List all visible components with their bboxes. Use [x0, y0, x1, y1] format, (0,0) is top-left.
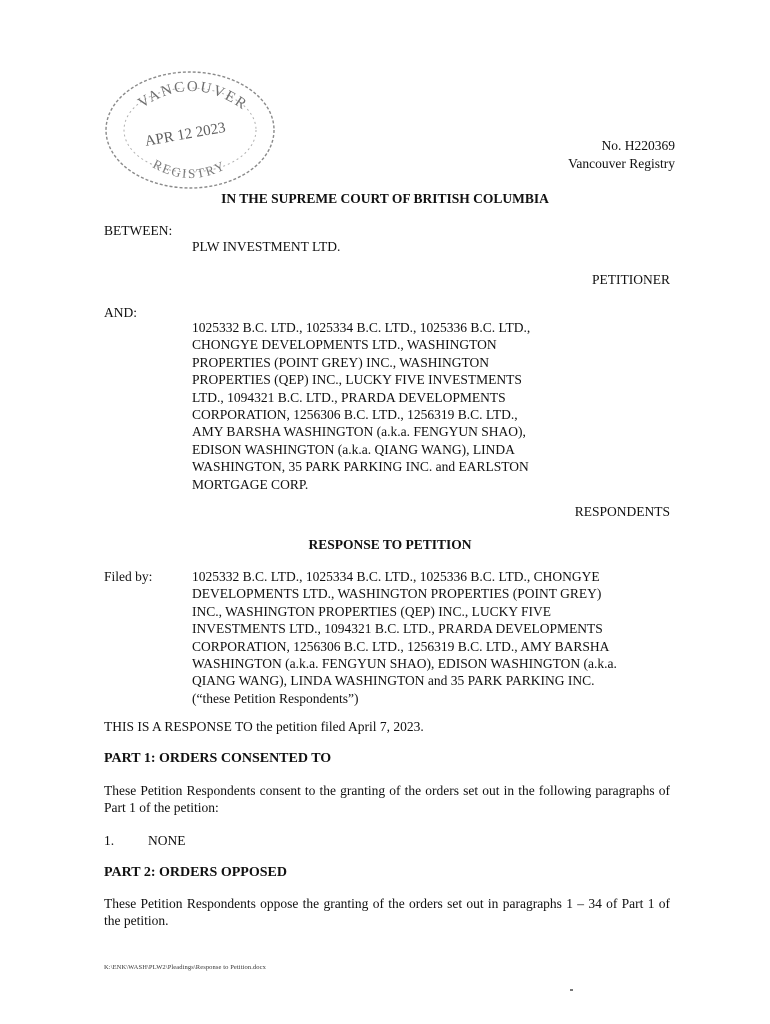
respondents-line: WASHINGTON, 35 PARK PARKING INC. and EARLSTON: [192, 459, 529, 475]
respondents-line: PROPERTIES (QEP) INC., LUCKY FIVE INVESTMENTS: [192, 372, 522, 388]
document-title: RESPONSE TO PETITION: [308, 537, 472, 552]
footer-file-path: K:\ENK\WASH\PLW2\Pleadings\Response to Petition.docx: [104, 964, 266, 971]
respondents-list: [192, 319, 677, 493]
filed-by-parties: [192, 568, 677, 707]
filed-by-line: (“these Petition Respondents”): [192, 690, 359, 706]
respondents-line: EDISON WASHINGTON (a.k.a. QIANG WANG), LINDA: [192, 441, 515, 457]
petitioner-name: PLW INVESTMENT LTD.: [192, 239, 341, 254]
respondents-line: PROPERTIES (POINT GREY) INC., WASHINGTON: [192, 354, 489, 370]
svg-text:VANCOUVER: [135, 79, 250, 114]
filed-by-line: CORPORATION, 1256306 B.C. LTD., 1256319 B.C. LTD., AMY BARSHA: [192, 638, 610, 654]
stamp-date: APR 12 2023: [143, 119, 227, 150]
part1-item-number: 1.: [104, 833, 115, 848]
part2-heading: PART 2: ORDERS OPPOSED: [104, 865, 287, 880]
respondents-line: CHONGYE DEVELOPMENTS LTD., WASHINGTON: [192, 337, 497, 353]
intro-paragraph: THIS IS A RESPONSE TO the petition filed April 7, 2023.: [104, 719, 424, 734]
filed-by-line: INVESTMENTS LTD., 1094321 B.C. LTD., PRARDA DEVELOPMENTS: [192, 621, 603, 637]
filed-by-line: WASHINGTON (a.k.a. FENGYUN SHAO), EDISON WASHINGTON (a.k.a.: [192, 656, 617, 672]
respondents-line: CORPORATION, 1256306 B.C. LTD., 1256319 B.C. LTD.,: [192, 407, 518, 423]
registry-stamp: [100, 66, 280, 196]
filed-by-line: QIANG WANG), LINDA WASHINGTON and 35 PARK PARKING INC.: [192, 673, 595, 689]
court-title: IN THE SUPREME COURT OF BRITISH COLUMBIA: [221, 191, 549, 206]
and-label: AND:: [104, 305, 137, 320]
respondents-line: MORTGAGE CORP.: [192, 476, 309, 492]
part2-text: These Petition Respondents oppose the granting of the orders set out in paragraphs 1 – 34 of Part 1 of the petition.: [104, 896, 670, 929]
part1-text: These Petition Respondents consent to the granting of the orders set out in the following paragraphs of Part 1 of the petition:: [104, 783, 670, 816]
stamp-bottom-text: REGISTRY: [150, 156, 229, 182]
filed-by-line: DEVELOPMENTS LTD., WASHINGTON PROPERTIES (POINT GREY): [192, 586, 602, 602]
petitioner-role: PETITIONER: [592, 272, 670, 287]
court-file-number: No. H220369: [601, 138, 675, 153]
svg-text:REGISTRY: [150, 156, 228, 181]
filed-by-line: INC., WASHINGTON PROPERTIES (QEP) INC., LUCKY FIVE: [192, 603, 551, 619]
respondents-line: LTD., 1094321 B.C. LTD., PRARDA DEVELOPMENTS: [192, 389, 506, 405]
respondents-line: 1025332 B.C. LTD., 1025334 B.C. LTD., 1025336 B.C. LTD.,: [192, 320, 531, 335]
filed-by-label: Filed by:: [104, 569, 153, 584]
filed-by-line: 1025332 B.C. LTD., 1025334 B.C. LTD., 1025336 B.C. LTD., CHONGYE: [192, 569, 600, 584]
court-registry: Vancouver Registry: [568, 156, 675, 171]
part1-item-text: NONE: [148, 833, 186, 848]
stamp-top-text: VANCOUVER: [135, 78, 251, 114]
between-label: BETWEEN:: [104, 223, 173, 238]
part1-heading: PART 1: ORDERS CONSENTED TO: [104, 751, 332, 766]
respondents-role: RESPONDENTS: [574, 504, 670, 519]
respondents-line: AMY BARSHA WASHINGTON (a.k.a. FENGYUN SHAO),: [192, 424, 526, 440]
scan-speck: [570, 989, 573, 991]
